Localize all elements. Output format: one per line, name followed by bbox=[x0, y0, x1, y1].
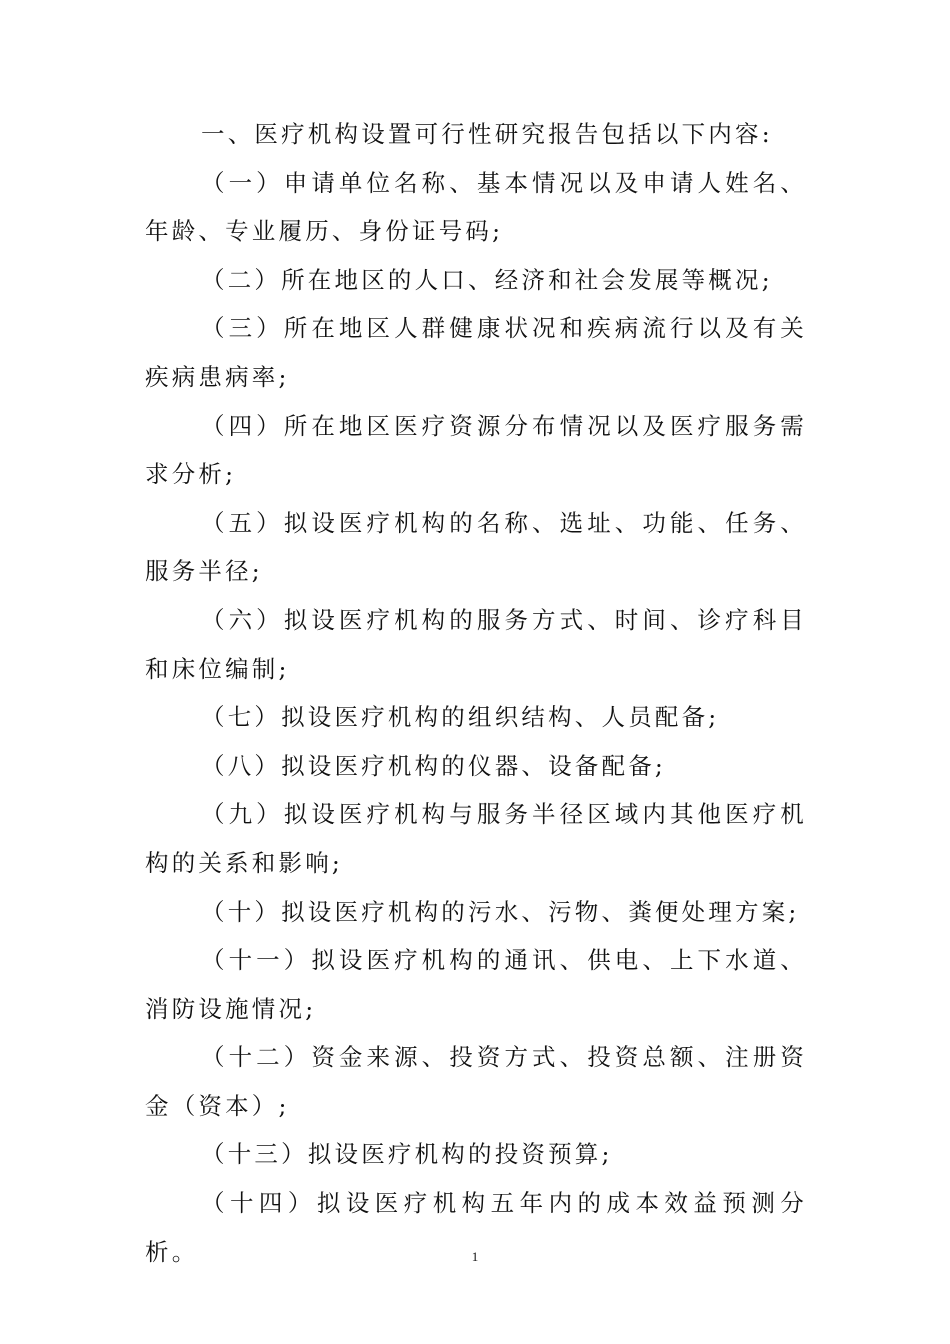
list-item-1: （一）申请单位名称、基本情况以及申请人姓名、年龄、专业履历、身份证号码; bbox=[145, 168, 807, 246]
section-heading: 一、医疗机构设置可行性研究报告包括以下内容: bbox=[201, 120, 773, 148]
list-item-4: （四）所在地区医疗资源分布情况以及医疗服务需求分析; bbox=[145, 411, 807, 489]
page-number: 1 bbox=[471, 1249, 479, 1264]
list-item-14: （十四）拟设医疗机构五年内的成本效益预测分析。 bbox=[145, 1189, 807, 1266]
list-item-10: （十）拟设医疗机构的污水、污物、粪便处理方案; bbox=[201, 897, 800, 926]
list-item-11: （十一）拟设医疗机构的通讯、供电、上下水道、消防设施情况; bbox=[145, 946, 807, 1023]
list-item-2: （二）所在地区的人口、经济和社会发展等概况; bbox=[201, 265, 773, 294]
list-item-12: （十二）资金来源、投资方式、投资总额、注册资金（资本）; bbox=[145, 1043, 807, 1120]
list-item-3: （三）所在地区人群健康状况和疾病流行以及有关疾病患病率; bbox=[145, 314, 807, 391]
document-body bbox=[145, 110, 807, 1276]
list-item-5: （五）拟设医疗机构的名称、选址、功能、任务、服务半径; bbox=[145, 508, 807, 586]
list-item-13: （十三）拟设医疗机构的投资预算; bbox=[201, 1140, 613, 1169]
list-item-6: （六）拟设医疗机构的服务方式、时间、诊疗科目和床位编制; bbox=[145, 605, 807, 683]
list-item-8: （八）拟设医疗机构的仪器、设备配备; bbox=[201, 751, 667, 780]
list-item-7: （七）拟设医疗机构的组织结构、人员配备; bbox=[201, 703, 720, 732]
list-item-9: （九）拟设医疗机构与服务半径区域内其他医疗机构的关系和影响; bbox=[145, 800, 807, 877]
